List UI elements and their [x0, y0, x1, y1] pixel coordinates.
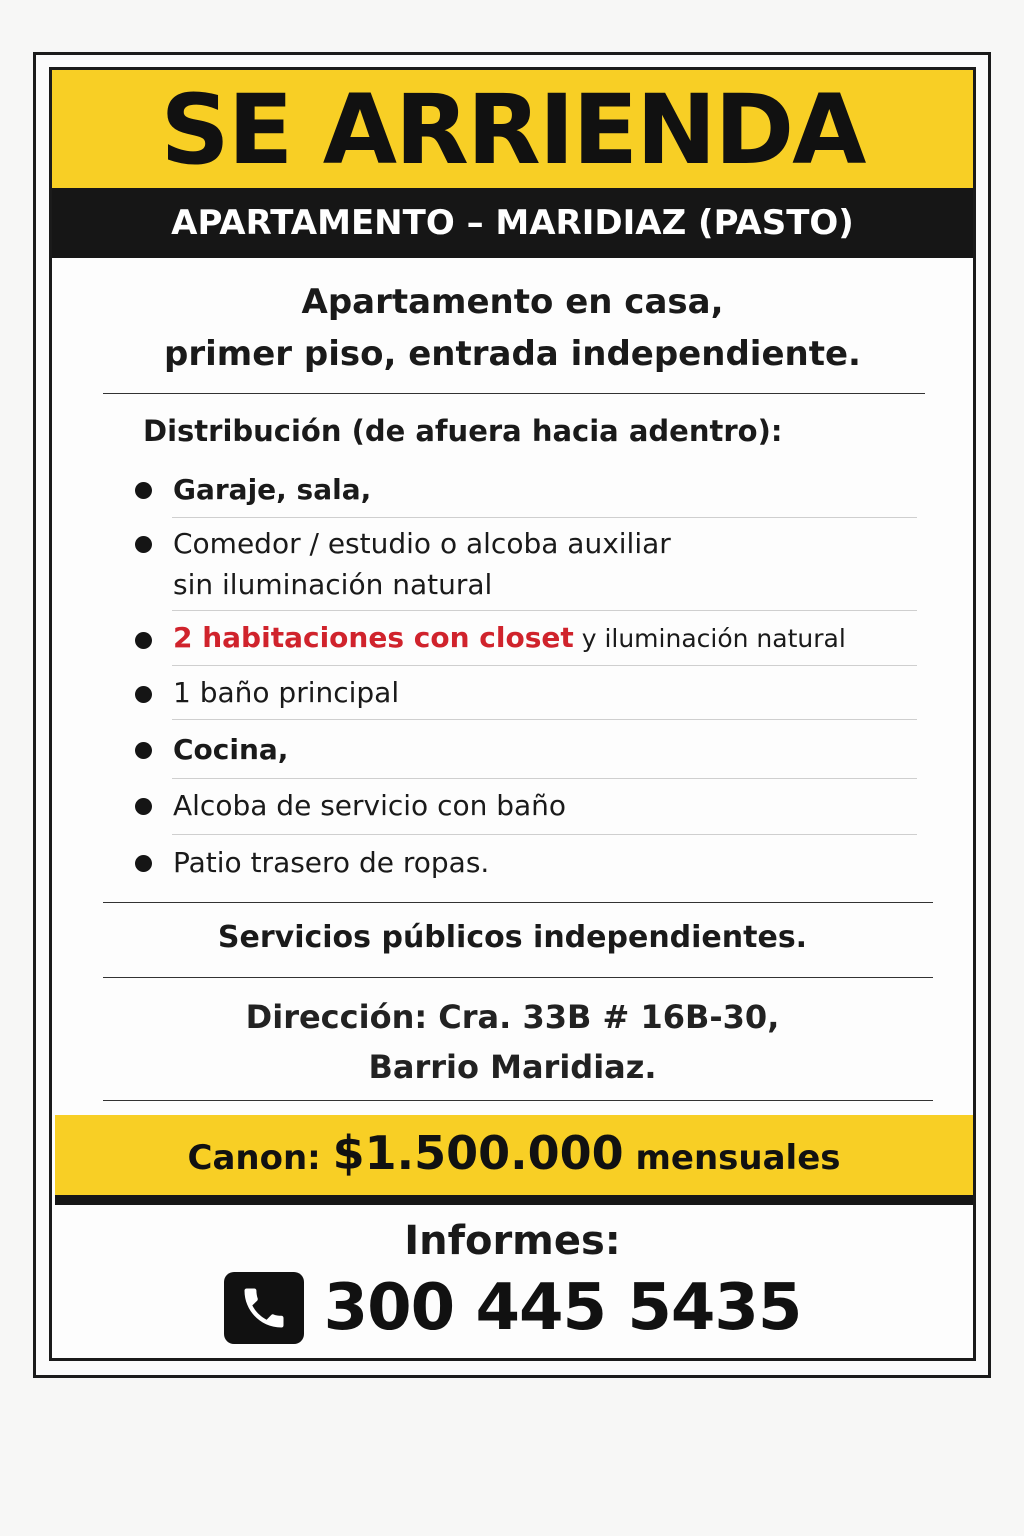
item-divider [172, 778, 917, 779]
canon-amount: $1.500.000 [332, 1126, 624, 1180]
item-rest-text: y iluminación natural [573, 624, 846, 653]
bullet-dot [135, 632, 152, 649]
bullet-dot [135, 482, 152, 499]
bullet-dot [135, 798, 152, 815]
canon-band-shadow [55, 1195, 973, 1205]
divider [103, 1100, 933, 1101]
item-divider [172, 610, 917, 611]
canon-label: Canon: [187, 1138, 321, 1178]
distribution-heading: Distribución (de afuera hacia adentro): [143, 414, 783, 448]
canon-period: mensuales [635, 1138, 841, 1178]
phone-icon [224, 1272, 304, 1344]
list-item [173, 618, 846, 659]
list-item: Garaje, sala, [173, 473, 372, 506]
highlight-text: 2 habitaciones con closet [173, 621, 574, 654]
divider [103, 902, 933, 903]
contact-label: Informes: [404, 1218, 621, 1264]
item-divider [172, 834, 917, 835]
list-item: Alcoba de servicio con baño [173, 789, 567, 822]
canon-price [55, 1115, 973, 1196]
page-title: SE ARRIENDA [160, 74, 865, 186]
divider [103, 977, 933, 978]
address-line-1: Dirección: Cra. 33B # 16B-30, [245, 998, 780, 1036]
bullet-dot [135, 742, 152, 759]
item-divider [172, 719, 917, 720]
services-note: Servicios públicos independientes. [217, 920, 808, 955]
intro-line-1: Apartamento en casa, [301, 282, 724, 322]
bullet-dot [135, 686, 152, 703]
list-item: Comedor / estudio o alcoba auxiliar [173, 527, 671, 560]
bullet-dot [135, 536, 152, 553]
item-divider [172, 517, 917, 518]
item-divider [172, 665, 917, 666]
list-item: 1 baño principal [173, 676, 400, 709]
list-item-continuation: sin iluminación natural [173, 568, 493, 601]
intro-line-2: primer piso, entrada independiente. [164, 334, 861, 374]
phone-row [52, 1268, 973, 1348]
address-line-2: Barrio Maridiaz. [368, 1048, 657, 1086]
phone-number[interactable]: 300 445 5435 [323, 1271, 802, 1345]
divider [103, 393, 925, 394]
bullet-dot [135, 855, 152, 872]
list-item: Cocina, [173, 733, 289, 766]
page-subtitle: APARTAMENTO – MARIDIAZ (PASTO) [171, 203, 854, 243]
list-item: Patio trasero de ropas. [173, 846, 490, 879]
